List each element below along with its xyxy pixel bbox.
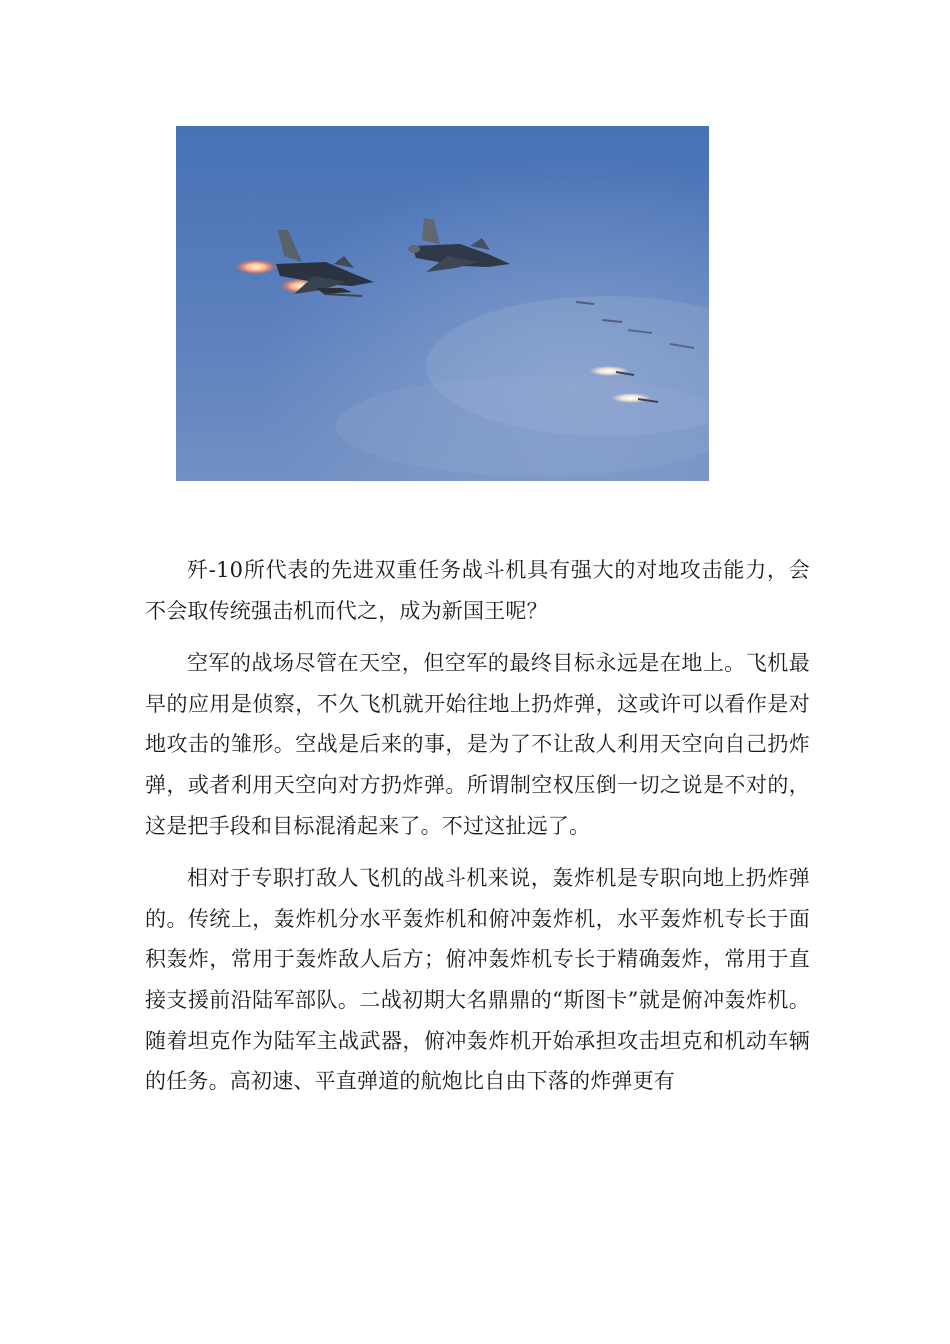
paragraph: 相对于专职打敌人飞机的战斗机来说，轰炸机是专职向地上扔炸弹的。传统上，轰炸机分水平轰炸机和俯冲轰炸机，水平轰炸机专长于面积轰炸，常用于轰炸敌人后方；俯冲轰炸机专长于精确轰炸，常用于直接支援前沿陆军部队。二战初期大名鼎鼎的“斯图卡”就是俯冲轰炸机。随着坦克作为陆军主战武器，俯冲轰炸机开始承担攻击坦克和机动车辆的任务。高初速、平直弹道的航炮比自由下落的炸弹更有 (145, 866, 810, 1094)
paragraph: 空军的战场尽管在天空，但空军的最终目标永远是在地上。飞机最早的应用是侦察，不久飞机就开始往地上扔炸弹，这或许可以看作是对地攻击的雏形。空战是后来的事，是为了不让敌人利用天空向自己扔炸弹，或者利用天空向对方扔炸弹。所谓制空权压倒一切之说是不对的，这是把手段和目标混淆起来了。不过这扯远了。 (145, 651, 810, 838)
fighter-jets-illustration (176, 126, 709, 481)
fighter-jets-photo (176, 126, 709, 481)
article-body (145, 550, 810, 1114)
paragraph: 歼-10所代表的先进双重任务战斗机具有强大的对地攻击能力，会不会取传统强击机而代之，成为新国王呢？ (145, 558, 810, 623)
